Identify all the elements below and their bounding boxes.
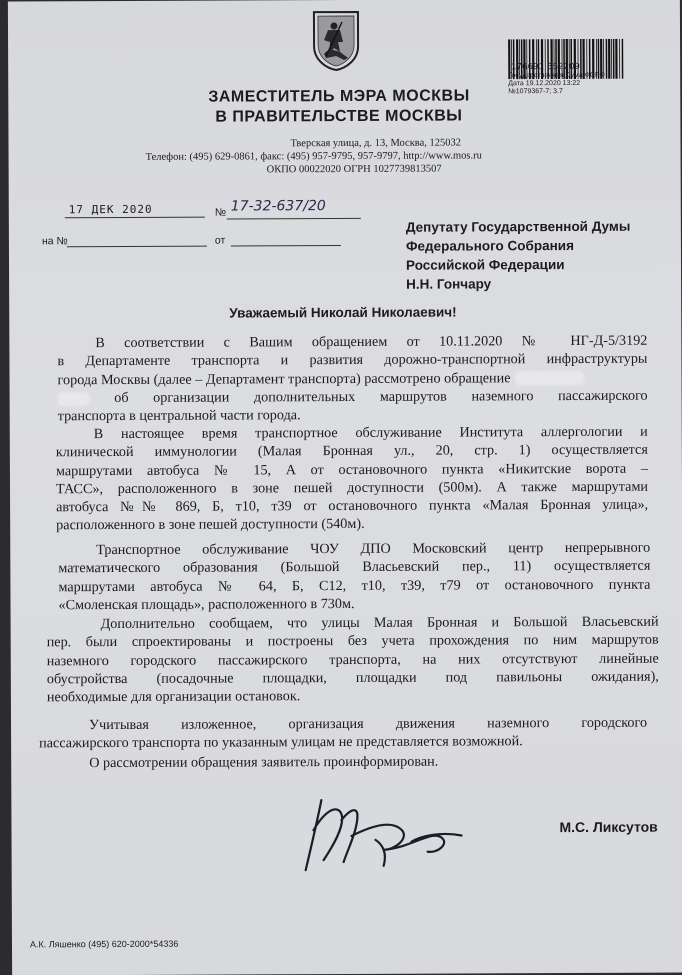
paragraph-6: О рассмотрении обращения заявитель проинформирован. <box>89 753 439 772</box>
outgoing-date: 17 ДЕК 2020 <box>68 202 153 217</box>
paragraph-3: Транспортное обслуживание ЧОУ ДПО Московский центр непрерывного математического образования (Большой Власьевский пер., 11) осуществляется маршрутами автобуса № 64, Б, С12, т10, т39, т79 от остановочного пункта «Смоленская площадь», расположенного в 730м. <box>58 539 651 614</box>
outgoing-number: 17-32-637/20 <box>230 198 326 215</box>
paragraph-5: Учитывая изложенное, организация движения наземного городского пассажирского транспорта по указанным улицам не представляется возможной. <box>39 714 648 752</box>
number-line <box>227 218 361 220</box>
moscow-coat-of-arms-icon <box>310 8 362 72</box>
redacted-name <box>514 371 584 385</box>
barcode-bar <box>608 39 610 79</box>
salutation: Уважаемый Николай Николаевич! <box>229 304 457 321</box>
barcode-bar <box>619 39 620 79</box>
letterhead-phones: Телефон: (495) 629-0861, факс: (495) 957-9795, 957-9797, http://www.mos.ru <box>145 150 482 163</box>
letterhead-address: Тверская улица, д. 13, Москва, 125032 <box>290 137 462 150</box>
date-line <box>65 217 205 219</box>
barcode-bar <box>613 39 615 79</box>
letterhead-title-line1: ЗАМЕСТИТЕЛЬ МЭРА МОСКВЫ <box>208 87 470 106</box>
barcode-bar <box>615 39 617 79</box>
barcode-bar <box>622 39 624 79</box>
recipient-block: Депутату Государственной Думы Федерального Собрания Российской Федерации Н.Н. Гончару <box>405 218 631 292</box>
ref-number-line <box>67 246 207 248</box>
ref-date-label: от <box>214 234 226 247</box>
handwritten-signature <box>291 789 491 880</box>
letter-page <box>8 0 682 975</box>
executor-info: А.К. Ляшенко (495) 620-2000*54336 <box>29 938 179 950</box>
barcode-bar <box>606 39 608 79</box>
outgoing-number-label: № <box>214 206 227 219</box>
letterhead-codes: ОКПО 00022020 ОГРН 1027739813507 <box>266 163 442 176</box>
letterhead-title-line2: В ПРАВИТЕЛЬСТВЕ МОСКВЫ <box>215 107 463 126</box>
barcode-number: 176691 552209 <box>511 60 581 72</box>
registration-stamp: Государственная Дума ФСРФ Дата 19.12.2020 13:22 №1079367-7; 3.7 <box>508 71 605 96</box>
ref-number-label: на № <box>41 235 68 248</box>
paragraph-2: В настоящее время транспортное обслуживание Института аллергологии и клинической иммунологии (Малая Бронная ул., 20, стр. 1) осуществляется маршрутами автобуса № 15, А от остановочного пункта «Никитские ворота – ТАСС», расположенного в зоне пешей доступности (500м). А также маршрутами автобуса №№ 869, Б, т10, т39 от остановочного пункта «Малая Бронная улица», расположенного в зоне пешей доступности (540м). <box>55 423 649 534</box>
signer-name: М.С. Ликсутов <box>559 818 658 836</box>
ref-date-line <box>231 245 341 246</box>
paragraph-4: Дополнительно сообщаем, что улицы Малая Бронная и Большой Власьевский пер. были спроектированы и построены без учета прохождения по ним маршрутов наземного городского пассажирского транспорта, на них отсутствуют линейные обустройства (посадочные площадки, площадки под павильоны ожидания), необходимые для организации остановок. <box>46 613 659 706</box>
paragraph-1: В соответствии с Вашим обращением от 10.11.2020 № НГ-Д-5/3192 в Департаменте транспорта и развития дорожно-транспортной инфраструктуры города Москвы (далее – Департамент транспорта) рассмотрено обращение об организации дополнительных маршрутов наземного пассажирского транспорта в центральной части города. <box>57 332 648 425</box>
redacted-name <box>58 392 90 406</box>
barcode-bar <box>611 39 612 79</box>
